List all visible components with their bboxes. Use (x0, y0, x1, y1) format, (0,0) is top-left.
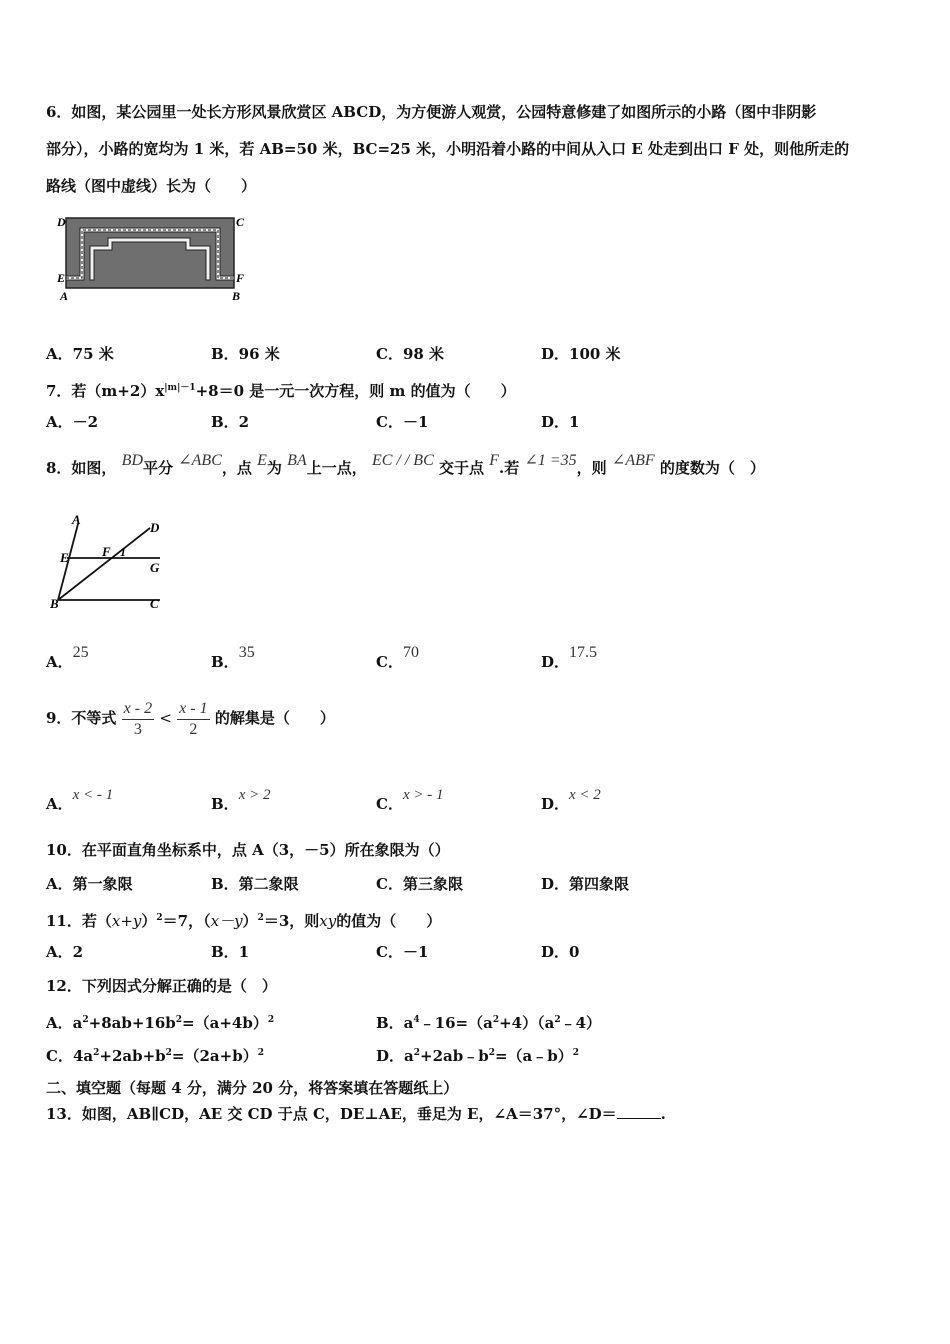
q9-stem (46, 696, 335, 740)
fig8-label-angle1: 1 (120, 545, 126, 559)
q9-option-b[interactable] (211, 787, 271, 815)
q11-var-diff: x－y (210, 912, 243, 930)
q12-stem: 12．下列因式分解正确的是（ ） (46, 977, 277, 995)
q9-option-a-value: x < - 1 (72, 787, 114, 803)
q13-end: . (660, 1105, 666, 1123)
q8-text-2: 平分 (143, 459, 174, 477)
q9-option-d[interactable] (541, 787, 601, 815)
q12-c-3: =（2a+b） (171, 1047, 258, 1065)
q9-frac2-denominator: 2 (189, 720, 198, 738)
fig-label-e: E (57, 271, 66, 285)
q12-a-2: +8ab+16b (88, 1014, 176, 1032)
q12-c-sup-3: 2 (257, 1048, 264, 1058)
q8-stem (46, 452, 765, 479)
q10-option-b[interactable]: B．第二象限 (211, 875, 299, 893)
q6-option-c[interactable]: C．98 米 (376, 345, 445, 363)
q9-frac2-numerator: x - 1 (177, 699, 209, 720)
q8-math-f: F (489, 452, 499, 469)
q8-text-8: ，则 (576, 459, 607, 477)
q8-option-b-value: 35 (238, 644, 255, 661)
q6-line2: 部分），小路的宽均为 1 米，若 AB=50 米，BC=25 米，小明沿着小路的中间从入口 E 处走到出口 F 处，则他所走的 (46, 140, 850, 158)
q11-option-d[interactable]: D．0 (541, 943, 580, 961)
q8-math-ba: BA (287, 452, 307, 469)
q12-option-a[interactable] (46, 1010, 274, 1033)
q11-var-xy: xy (319, 912, 337, 930)
q11-text-2: ） (141, 912, 157, 930)
q9-option-c[interactable] (376, 787, 444, 815)
fig8-label-d: D (150, 520, 160, 535)
q9-option-b-label: B． (211, 795, 239, 813)
q12-option-d[interactable] (376, 1043, 579, 1066)
q11-option-c[interactable]: C．－1 (376, 943, 429, 961)
q6-line3: 路线（图中虚线）长为（ ） (46, 177, 257, 195)
q11-text-6: 的值为（ ） (336, 912, 442, 930)
q8-option-a-value: 25 (72, 644, 89, 661)
q11-stem (46, 908, 441, 931)
q8-text-6: 交于点 (438, 459, 484, 477)
line-bd (58, 528, 150, 600)
q12-option-c[interactable] (46, 1043, 264, 1066)
fig8-label-e: E (60, 550, 69, 565)
fig-label-c: C (236, 215, 245, 229)
q12-b-3: +4）（a (499, 1014, 555, 1032)
q8-math-angle-abc: ∠ABC (178, 452, 222, 469)
q8-text-3: ，点 (221, 459, 252, 477)
q12-d-1: D．a (376, 1047, 414, 1065)
q7-exponent: |m|－1 (164, 383, 196, 393)
fig8-label-g: G (150, 560, 160, 575)
q12-c-sup-1: 2 (93, 1048, 100, 1058)
q6-park-figure (56, 212, 246, 304)
q12-b-sup-3: 2 (554, 1015, 561, 1025)
q7-prefix: 7．若（m+2）x (46, 382, 165, 400)
q13-stem (46, 1104, 666, 1124)
q7-option-a[interactable]: A．－2 (46, 413, 99, 431)
q12-d-sup-2: 2 (488, 1048, 495, 1058)
q9-prefix: 9．不等式 (46, 709, 117, 727)
q10-option-c[interactable]: C．第三象限 (376, 875, 463, 893)
q8-math-angle-abf: ∠ABF (611, 452, 655, 469)
q12-option-b[interactable] (376, 1010, 601, 1033)
q12-b-1: B．a (376, 1014, 414, 1032)
q11-text-3: ＝7，（ (162, 912, 211, 930)
q8-option-c[interactable] (376, 644, 419, 673)
fig8-label-c: C (150, 596, 159, 610)
q9-frac1-numerator: x - 2 (122, 699, 154, 720)
q12-c-2: +2ab+b (99, 1047, 166, 1065)
q8-text-9: 的度数为（ ） (659, 459, 765, 477)
q8-math-angle1: ∠1 =35 (524, 452, 577, 469)
q9-option-b-value: x > 2 (238, 787, 271, 803)
q8-angle-figure (46, 510, 176, 610)
q12-a-3: =（a+4b） (182, 1014, 268, 1032)
q9-operator: < (159, 709, 172, 727)
fig8-label-f: F (102, 544, 111, 559)
q6-option-b[interactable]: B．96 米 (211, 345, 280, 363)
q11-text-1: 11．若（ (46, 912, 112, 930)
q7-suffix: +8＝0 是一元一次方程，则 m 的值为（ ） (195, 382, 516, 400)
q12-c-sup-2: 2 (165, 1048, 172, 1058)
q6-line1: 6．如图，某公园里一处长方形风景欣赏区 ABCD，为方便游人观赏，公园特意修建了如图所示的小路（图中非阴影 (46, 103, 817, 121)
q7-option-c[interactable]: C．－1 (376, 413, 429, 431)
q6-option-d[interactable]: D．100 米 (541, 345, 621, 363)
q12-d-3: =（a﹣b） (494, 1047, 573, 1065)
q8-option-b-label: B． (211, 653, 239, 671)
q12-b-2: ﹣16=（a (419, 1014, 493, 1032)
q11-sup-2: 2 (257, 913, 264, 923)
q12-c-1: C．4a (46, 1047, 94, 1065)
q6-option-a[interactable]: A．75 米 (46, 345, 114, 363)
fig-label-a: A (60, 289, 69, 303)
q11-sup-1: 2 (156, 913, 163, 923)
q8-text-1: 8．如图， (46, 459, 117, 477)
q8-option-d-label: D． (541, 653, 570, 671)
q12-a-sup-3: 2 (267, 1015, 275, 1025)
q12-a-1: A．a (46, 1014, 83, 1032)
q8-math-ec-parallel-bc: EC / / BC (371, 452, 434, 469)
q12-d-sup-1: 2 (413, 1048, 420, 1058)
section-heading: 二、填空题（每题 4 分，满分 20 分，将答案填在答题纸上） (46, 1079, 459, 1097)
q7-stem (46, 378, 516, 401)
q11-var-sum: x+y (111, 912, 142, 930)
q9-option-c-label: C． (376, 795, 403, 813)
q12-b-sup-2: 2 (492, 1015, 500, 1025)
q8-option-a[interactable] (46, 644, 89, 673)
q12-a-sup-2: 2 (175, 1015, 183, 1025)
q9-option-a[interactable] (46, 787, 114, 815)
fig-label-f: F (236, 271, 245, 285)
q9-option-c-value: x > - 1 (402, 787, 444, 803)
q8-math-bd: BD (121, 452, 143, 469)
fig8-label-b: B (50, 596, 59, 610)
q9-fraction-right (177, 699, 209, 740)
q9-option-a-label: A． (46, 795, 73, 813)
q12-b-4: ﹣4） (560, 1014, 602, 1032)
q8-option-d-value: 17.5 (569, 644, 598, 661)
q7-option-d[interactable]: D．1 (541, 413, 580, 431)
q13-text: 13．如图，AB∥CD，AE 交 CD 于点 C，DE⊥AE，垂足为 E，∠A＝37°，∠D＝ (46, 1105, 617, 1123)
q8-option-c-label: C． (376, 653, 403, 671)
q10-option-d[interactable]: D．第四象限 (541, 875, 630, 893)
fig8-label-a: A (72, 512, 81, 527)
q8-math-e: E (257, 452, 267, 469)
fig-label-b: B (232, 289, 241, 303)
q9-option-d-label: D． (541, 795, 570, 813)
q11-option-b[interactable]: B．1 (211, 943, 250, 961)
q8-option-b[interactable] (211, 644, 255, 673)
q8-option-a-label: A． (46, 653, 73, 671)
q12-d-2: +2ab﹣b (420, 1047, 489, 1065)
q11-text-5: ＝3，则 (263, 912, 320, 930)
q10-stem: 10．在平面直角坐标系中，点 A（3，－5）所在象限为（） (46, 841, 450, 859)
fig-label-d: D (57, 215, 66, 229)
q9-fraction-left (122, 699, 154, 740)
q12-b-sup-1: 4 (413, 1015, 420, 1025)
q10-option-a[interactable]: A．第一象限 (46, 875, 133, 893)
q9-suffix: 的解集是（ ） (214, 709, 335, 727)
q7-option-b[interactable]: B．2 (211, 413, 250, 431)
q9-option-d-value: x < 2 (569, 787, 601, 803)
q8-option-c-value: 70 (402, 644, 419, 661)
q11-option-a[interactable]: A．2 (46, 943, 84, 961)
q12-a-sup-1: 2 (82, 1015, 89, 1025)
q8-text-4: 为 (266, 459, 282, 477)
q13-answer-blank[interactable] (617, 1104, 661, 1119)
q8-text-7: .若 (499, 459, 520, 477)
q8-text-5: 上一点， (306, 459, 367, 477)
q11-text-4: ） (242, 912, 258, 930)
q9-frac1-denominator: 3 (133, 720, 142, 738)
q8-option-d[interactable] (541, 644, 598, 673)
q12-d-sup-3: 2 (572, 1048, 580, 1058)
